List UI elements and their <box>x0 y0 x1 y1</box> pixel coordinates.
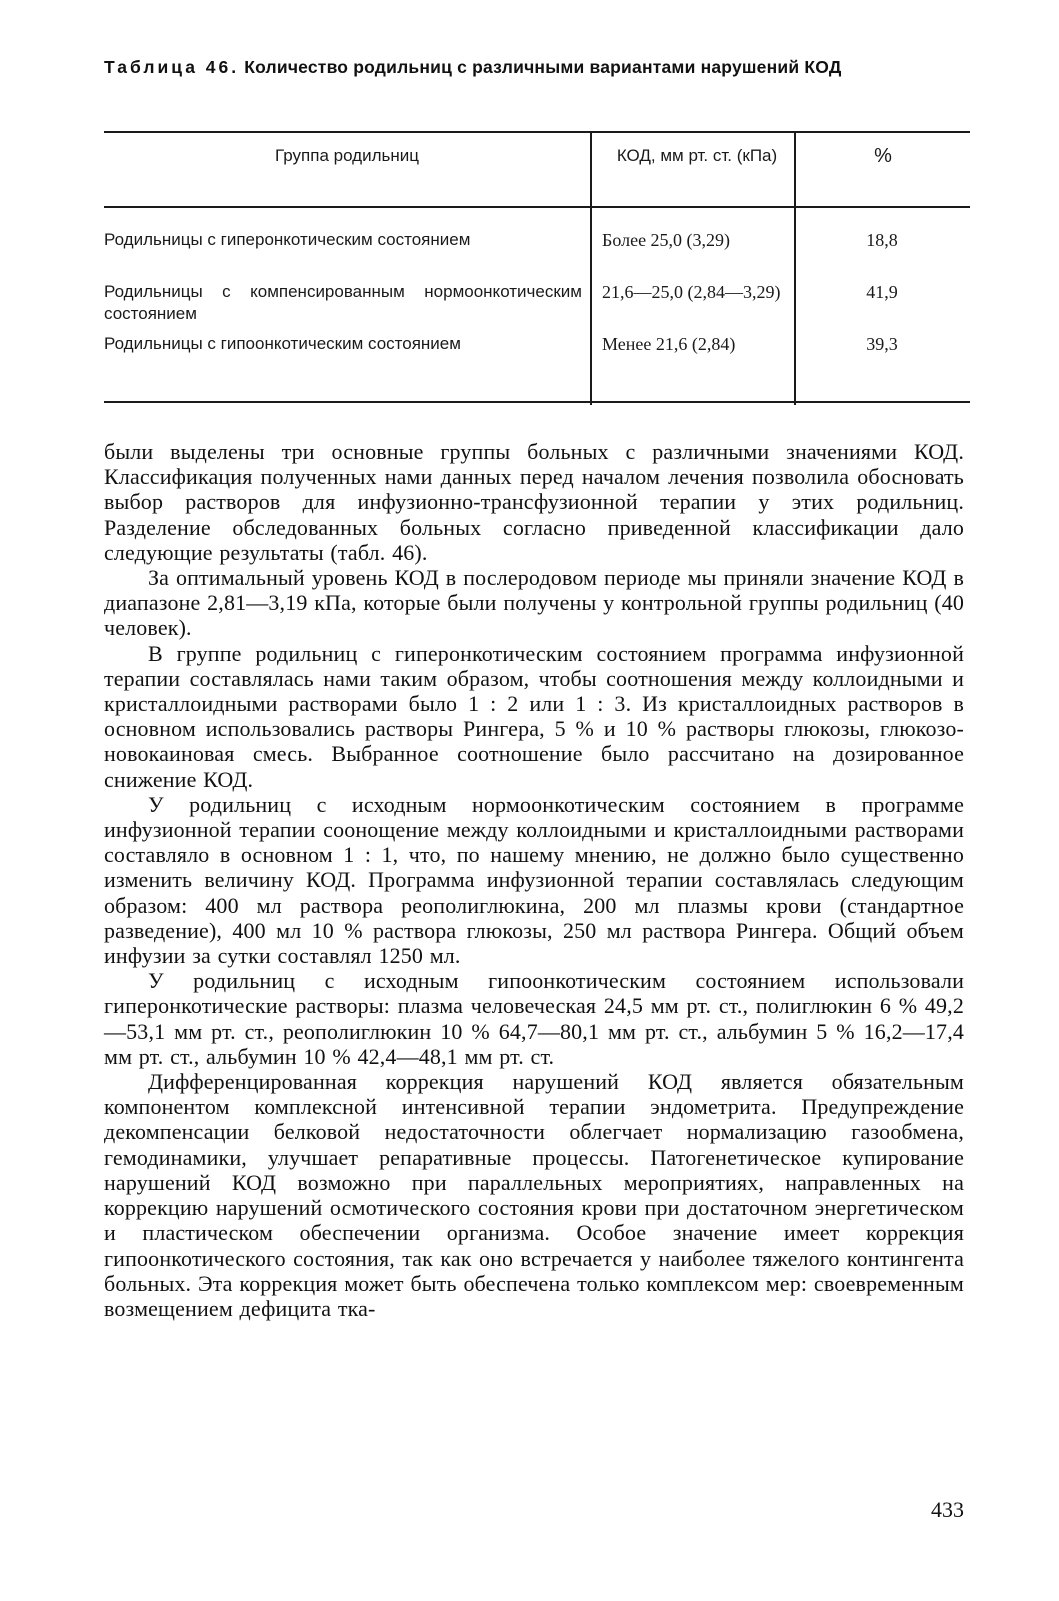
table-column-divider <box>590 131 592 405</box>
paragraph: У родильниц с исходным гипоонкотическим состоянием использовали гиперонкотические растворы: плазма человеческая 24,5 мм рт. ст., полиглюкин 6 % 49,2—53,1 мм рт. ст., реополиглюкин 10 % 64,7—80,1 мм рт. ст., альбумин 5 % 16,2—17,4 мм рт. ст., альбумин 10 % 42,4—48,1 мм рт. ст. <box>104 968 964 1069</box>
table-caption-text: Количество родильниц с различными вариантами нарушений КОД <box>244 57 842 77</box>
cell-group: Родильницы с компенсированным нормоонкотическим состоянием <box>104 282 582 323</box>
page-number: 433 <box>931 1497 964 1522</box>
cell-kod: Более 25,0 (3,29) <box>602 230 731 250</box>
cell-group: Родильницы с гиперонкотическим состоянием <box>104 230 471 249</box>
kod-table <box>104 131 970 405</box>
cell-kod: 21,6—25,0 (2,84—3,29) <box>602 282 781 302</box>
paragraph: За оптимальный уровень КОД в послеродовом периоде мы приняли значение КОД в диапазоне 2,81—3,19 кПа, которые были получены у контрольной группы родильниц (40 человек). <box>104 565 964 641</box>
paragraph: Дифференцированная коррекция нарушений КОД является обязательным компонентом комплексной интенсивной терапии эндометрита. Предупреждение декомпенсации белковой недостаточности облегчает нормализацию газообмена, гемодинамики, улучшает репаративные процессы. Патогенетическое купирование нарушений КОД возможно при параллельных мероприятиях, направленных на коррекцию нарушений осмотического состояния крови при достаточном энергетическом и пластическом обеспечении организма. Особое значение имеет коррекция гипоонкотического состояния, так как оно встречается у наиболее тяжелого контингента больных. Эта коррекция может быть обеспечена только комплексом мер: своевременным возмещением дефицита тка- <box>104 1069 964 1321</box>
table-caption-label: Таблица 46. <box>104 57 240 77</box>
table-bottom-rule <box>104 401 970 403</box>
paragraph: были выделены три основные группы больных с различными значениями КОД. Классификация полученных нами данных перед началом лечения позволила обосновать выбор растворов для инфузионно-трансфузионной терапии у этих родильниц. Разделение обследованных больных согласно приведенной классификации дало следующие результаты (табл. 46). <box>104 439 964 565</box>
header-group: Группа родильниц <box>275 146 419 165</box>
table-top-rule <box>104 131 970 133</box>
table-column-divider <box>794 131 796 405</box>
cell-group: Родильницы с гипоонкотическим состоянием <box>104 334 461 353</box>
table-header-rule <box>104 206 970 208</box>
header-kod: КОД, мм рт. ст. (кПа) <box>616 146 778 165</box>
cell-kod: Менее 21,6 (2,84) <box>602 334 736 354</box>
paragraph: У родильниц с исходным нормоонкотическим состоянием в программе инфузионной терапии соонощение между коллоидными и кристаллоидными растворами составляло в основном 1 : 1, что, по нашему мнению, не должно было существенно изменить величину КОД. Программа инфузионной терапии составлялась следующим образом: 400 мл раствора реополиглюкина, 200 мл плазмы крови (стандартное разведение), 400 мл 10 % раствора глюкозы, 250 мл раствора Рингера. Общий объем инфузии за сутки составлял 1250 мл. <box>104 791 964 969</box>
paragraph: В группе родильниц с гиперонкотическим состоянием программа инфузионной терапии составлялась нами таким образом, чтобы соотношения между коллоидными и кристаллоидными растворами было 1 : 2 или 1 : 3. Из кристаллоидных растворов в основном использовались растворы Рингера, 5 % и 10 % растворы глюкозы, глюкозо-новокаиновая смесь. Выбранное соотношение было рассчитано на дозированное снижение КОД. <box>104 640 964 792</box>
body-text <box>104 439 964 1321</box>
cell-percent: 41,9 <box>866 282 898 302</box>
cell-percent: 39,3 <box>866 334 898 354</box>
table-caption <box>104 56 974 78</box>
header-percent: % <box>874 145 892 167</box>
cell-percent: 18,8 <box>866 230 898 250</box>
